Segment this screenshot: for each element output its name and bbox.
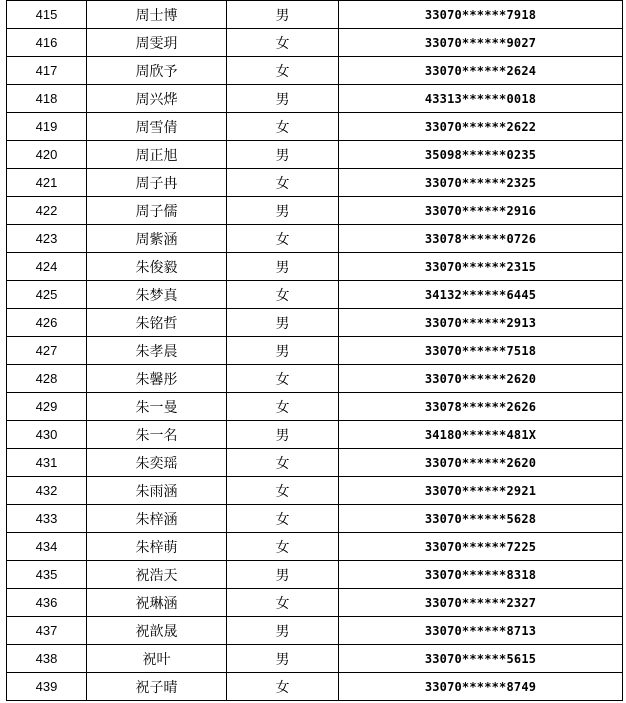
table-row — [7, 533, 623, 561]
student-name: 朱馨彤 — [87, 365, 227, 393]
student-gender: 男 — [227, 421, 339, 449]
table-row — [7, 29, 623, 57]
masked-id-number: 33070******2913 — [339, 309, 623, 337]
student-name: 周子儒 — [87, 197, 227, 225]
row-number: 416 — [7, 29, 87, 57]
student-gender: 男 — [227, 1, 339, 29]
student-name: 周紫涵 — [87, 225, 227, 253]
table-row — [7, 589, 623, 617]
student-gender: 女 — [227, 477, 339, 505]
table-row — [7, 617, 623, 645]
masked-id-number: 33070******2620 — [339, 365, 623, 393]
row-number: 428 — [7, 365, 87, 393]
row-number: 436 — [7, 589, 87, 617]
row-number: 420 — [7, 141, 87, 169]
row-number: 422 — [7, 197, 87, 225]
masked-id-number: 33078******2626 — [339, 393, 623, 421]
table-row — [7, 85, 623, 113]
row-number: 432 — [7, 477, 87, 505]
student-name: 朱一曼 — [87, 393, 227, 421]
student-name: 朱一名 — [87, 421, 227, 449]
table-row — [7, 477, 623, 505]
student-gender: 男 — [227, 141, 339, 169]
row-number: 419 — [7, 113, 87, 141]
student-gender: 男 — [227, 645, 339, 673]
masked-id-number: 43313******0018 — [339, 85, 623, 113]
student-gender: 女 — [227, 449, 339, 477]
student-gender: 女 — [227, 281, 339, 309]
student-name: 朱孝晨 — [87, 337, 227, 365]
student-gender: 女 — [227, 505, 339, 533]
masked-id-number: 33070******2325 — [339, 169, 623, 197]
row-number: 421 — [7, 169, 87, 197]
student-gender: 女 — [227, 673, 339, 701]
table-row — [7, 141, 623, 169]
masked-id-number: 33070******2620 — [339, 449, 623, 477]
masked-id-number: 33070******2624 — [339, 57, 623, 85]
table-row — [7, 421, 623, 449]
masked-id-number: 33070******5615 — [339, 645, 623, 673]
masked-id-number: 33070******9027 — [339, 29, 623, 57]
table-row — [7, 561, 623, 589]
table-row — [7, 57, 623, 85]
masked-id-number: 33078******0726 — [339, 225, 623, 253]
student-name: 祝子晴 — [87, 673, 227, 701]
student-name: 周兴烨 — [87, 85, 227, 113]
table-row — [7, 337, 623, 365]
student-name: 祝浩天 — [87, 561, 227, 589]
row-number: 430 — [7, 421, 87, 449]
masked-id-number: 34132******6445 — [339, 281, 623, 309]
table-row — [7, 253, 623, 281]
student-name: 朱梓涵 — [87, 505, 227, 533]
row-number: 424 — [7, 253, 87, 281]
row-number: 427 — [7, 337, 87, 365]
row-number: 439 — [7, 673, 87, 701]
masked-id-number: 33070******8318 — [339, 561, 623, 589]
masked-id-number: 33070******2315 — [339, 253, 623, 281]
row-number: 435 — [7, 561, 87, 589]
masked-id-number: 33070******2916 — [339, 197, 623, 225]
table-row — [7, 309, 623, 337]
student-gender: 男 — [227, 337, 339, 365]
student-gender: 女 — [227, 393, 339, 421]
student-gender: 男 — [227, 561, 339, 589]
student-name: 周雯玥 — [87, 29, 227, 57]
row-number: 423 — [7, 225, 87, 253]
table-row — [7, 225, 623, 253]
student-gender: 女 — [227, 589, 339, 617]
table-row — [7, 365, 623, 393]
masked-id-number: 35098******0235 — [339, 141, 623, 169]
table-row — [7, 505, 623, 533]
masked-id-number: 33070******8713 — [339, 617, 623, 645]
row-number: 438 — [7, 645, 87, 673]
masked-id-number: 33070******8749 — [339, 673, 623, 701]
table-row — [7, 673, 623, 701]
masked-id-number: 33070******2921 — [339, 477, 623, 505]
student-gender: 女 — [227, 365, 339, 393]
student-gender: 女 — [227, 57, 339, 85]
masked-id-number: 33070******2622 — [339, 113, 623, 141]
table-row — [7, 1, 623, 29]
student-name: 祝歆晟 — [87, 617, 227, 645]
roster-table — [6, 0, 623, 701]
row-number: 431 — [7, 449, 87, 477]
student-name: 朱俊毅 — [87, 253, 227, 281]
student-name: 朱梓萌 — [87, 533, 227, 561]
row-number: 417 — [7, 57, 87, 85]
table-row — [7, 281, 623, 309]
student-gender: 男 — [227, 197, 339, 225]
student-name: 周欣予 — [87, 57, 227, 85]
row-number: 415 — [7, 1, 87, 29]
student-gender: 女 — [227, 29, 339, 57]
student-gender: 女 — [227, 225, 339, 253]
masked-id-number: 33070******7918 — [339, 1, 623, 29]
student-gender: 男 — [227, 253, 339, 281]
row-number: 418 — [7, 85, 87, 113]
student-gender: 女 — [227, 169, 339, 197]
row-number: 437 — [7, 617, 87, 645]
masked-id-number: 33070******5628 — [339, 505, 623, 533]
student-gender: 男 — [227, 309, 339, 337]
table-row — [7, 197, 623, 225]
row-number: 426 — [7, 309, 87, 337]
student-name: 周正旭 — [87, 141, 227, 169]
masked-id-number: 33070******7225 — [339, 533, 623, 561]
student-gender: 男 — [227, 617, 339, 645]
masked-id-number: 33070******2327 — [339, 589, 623, 617]
student-name: 祝叶 — [87, 645, 227, 673]
row-number: 433 — [7, 505, 87, 533]
table-row — [7, 113, 623, 141]
masked-id-number: 33070******7518 — [339, 337, 623, 365]
row-number: 425 — [7, 281, 87, 309]
student-name: 周子冉 — [87, 169, 227, 197]
masked-id-number: 34180******481X — [339, 421, 623, 449]
student-name: 朱雨涵 — [87, 477, 227, 505]
row-number: 434 — [7, 533, 87, 561]
table-row — [7, 393, 623, 421]
student-gender: 女 — [227, 113, 339, 141]
student-name: 朱梦真 — [87, 281, 227, 309]
table-row — [7, 449, 623, 477]
student-gender: 男 — [227, 85, 339, 113]
student-gender: 女 — [227, 533, 339, 561]
row-number: 429 — [7, 393, 87, 421]
roster-sheet — [6, 0, 622, 701]
student-name: 祝琳涵 — [87, 589, 227, 617]
table-row — [7, 645, 623, 673]
student-name: 周士博 — [87, 1, 227, 29]
table-row — [7, 169, 623, 197]
student-name: 朱铭哲 — [87, 309, 227, 337]
student-name: 朱奕瑶 — [87, 449, 227, 477]
student-name: 周雪倩 — [87, 113, 227, 141]
